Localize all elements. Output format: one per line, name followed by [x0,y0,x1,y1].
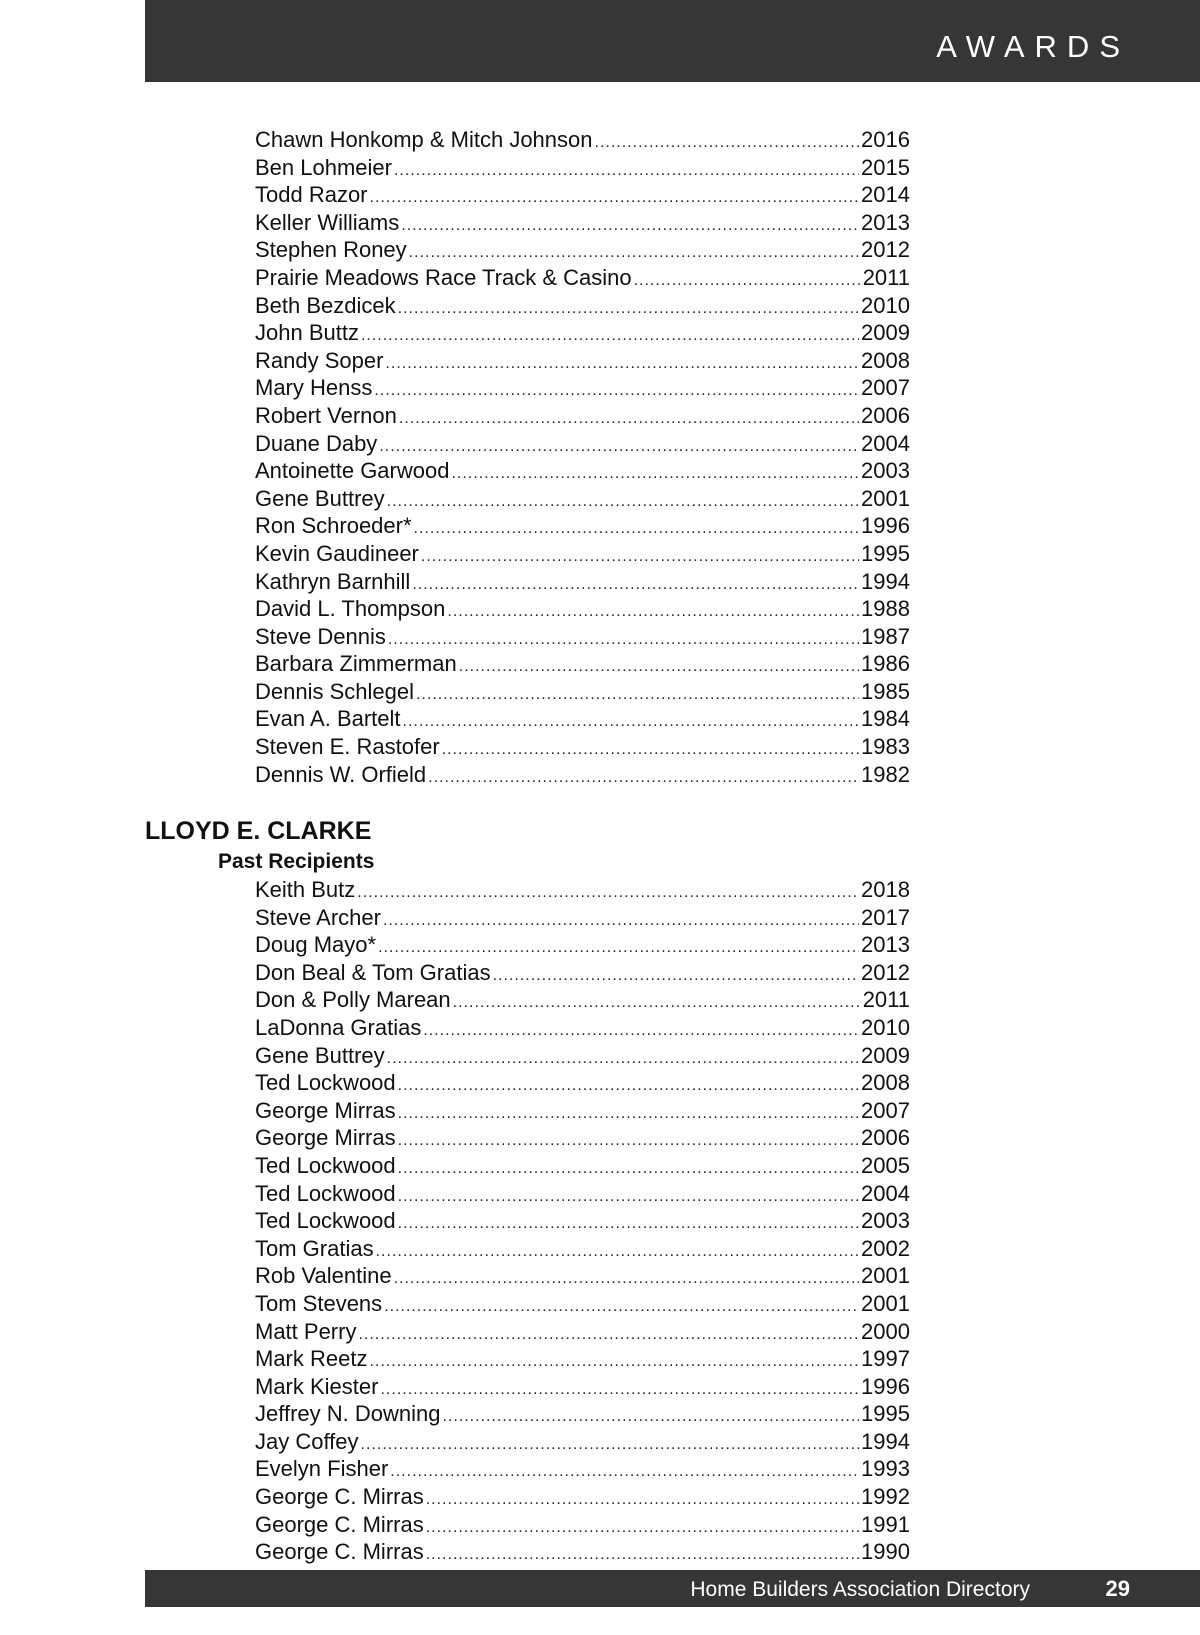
award-year: 2000 [861,1318,910,1344]
award-year: 1982 [861,761,910,787]
dot-leader [383,907,859,935]
list-item [255,154,910,182]
award-year: 2017 [861,904,910,930]
award-year: 2012 [861,959,910,985]
footer-bar [145,1570,1200,1607]
recipient-name: LaDonna Gratias [255,1014,422,1040]
recipient-name: George Mirras [255,1097,396,1123]
dot-leader [398,1155,859,1183]
list-item [255,209,910,237]
award-year: 2009 [861,1042,910,1068]
award-year: 2012 [861,237,910,263]
award-year: 2014 [861,182,910,208]
dot-leader [357,879,859,907]
recipient-name: Barbara Zimmerman [255,651,457,677]
award-year: 1992 [861,1484,910,1510]
section-title: LLOYD E. CLARKE [145,817,372,845]
list-item [255,485,910,513]
list-item [255,1014,910,1042]
dot-leader [453,989,861,1017]
award-list-1 [255,126,910,788]
recipient-name: Ron Schroeder* [255,513,412,539]
recipient-name: Robert Vernon [255,402,397,428]
award-year: 2006 [861,402,910,428]
list-item [255,1124,910,1152]
list-item [255,1511,910,1539]
list-item [255,347,910,375]
award-year: 1997 [861,1346,910,1372]
award-year: 1988 [861,596,910,622]
list-item [255,292,910,320]
dot-leader [398,1127,859,1155]
dot-leader [398,1210,859,1238]
award-year: 1990 [861,1539,910,1565]
list-item [255,986,910,1014]
list-item [255,512,910,540]
dot-leader [414,515,860,543]
award-year: 2001 [861,1290,910,1316]
recipient-name: Kathryn Barnhill [255,568,411,594]
list-item [255,1318,910,1346]
award-year: 1986 [861,651,910,677]
award-year: 2010 [861,292,910,318]
dot-leader [401,212,859,240]
recipient-name: John Buttz [255,320,359,346]
award-year: 2001 [861,485,910,511]
list-item [255,623,910,651]
dot-leader [358,1321,859,1349]
list-item [255,931,910,959]
recipient-name: George C. Mirras [255,1539,424,1565]
recipient-name: Gene Buttrey [255,1042,385,1068]
dot-leader [493,962,859,990]
list-item [255,374,910,402]
recipient-name: Steven E. Rastofer [255,734,440,760]
dot-leader [385,350,859,378]
award-year: 1996 [861,513,910,539]
recipient-name: Doug Mayo* [255,932,377,958]
recipient-name: Todd Razor [255,182,368,208]
award-year: 2016 [861,127,910,152]
list-item [255,876,910,904]
dot-leader [459,653,859,681]
recipient-name: Stephen Roney [255,237,407,263]
list-item [255,1290,910,1318]
dot-leader [423,1017,859,1045]
award-year: 2003 [861,1208,910,1234]
recipient-name: Steve Archer [255,904,381,930]
award-year: 2018 [861,877,910,902]
list-item [255,181,910,209]
dot-leader [361,322,859,350]
recipient-name: David L. Thompson [255,596,446,622]
dot-leader [426,1541,859,1569]
recipient-name: Tom Stevens [255,1290,383,1316]
dot-leader [394,157,859,185]
dot-leader [370,184,860,212]
recipient-name: Rob Valentine [255,1263,392,1289]
dot-leader [398,1183,859,1211]
dot-leader [403,708,860,736]
recipient-name: Ted Lockwood [255,1208,396,1234]
award-year: 2006 [861,1125,910,1151]
page-number: 29 [1105,1576,1130,1601]
recipient-name: Mark Reetz [255,1346,368,1372]
recipient-name: Matt Perry [255,1318,357,1344]
list-item [255,236,910,264]
list-item [255,1483,910,1511]
award-year: 2002 [861,1235,910,1261]
recipient-name: Don Beal & Tom Gratias [255,959,491,985]
dot-leader [398,1072,859,1100]
award-year: 2010 [861,1014,910,1040]
list-item [255,595,910,623]
list-item [255,1345,910,1373]
dot-leader [380,1376,859,1404]
award-year: 2004 [861,430,910,456]
dot-leader [378,934,859,962]
list-item [255,1235,910,1263]
dot-leader [428,764,859,792]
recipient-name: Steve Dennis [255,623,386,649]
recipient-name: George Mirras [255,1125,396,1151]
recipient-name: Keith Butz [255,877,356,902]
dot-leader [442,1403,859,1431]
list-item [255,1152,910,1180]
recipient-name: Randy Soper [255,347,384,373]
recipient-name: Prairie Meadows Race Track & Casino [255,264,632,290]
award-year: 1991 [861,1511,910,1537]
recipient-name: Keller Williams [255,209,400,235]
award-year: 2007 [861,375,910,401]
dot-leader [379,433,859,461]
list-item [255,430,910,458]
list-item [255,650,910,678]
recipient-name: Dennis Schlegel [255,678,414,704]
award-year: 1994 [861,568,910,594]
award-year: 2001 [861,1263,910,1289]
list-item [255,1428,910,1456]
dot-leader [390,1458,859,1486]
recipient-name: Ben Lohmeier [255,154,392,180]
list-item [255,402,910,430]
list-item [255,319,910,347]
award-year: 2008 [861,1070,910,1096]
dot-leader [394,1265,859,1293]
dot-leader [442,736,859,764]
recipient-name: George C. Mirras [255,1484,424,1510]
award-year: 1993 [861,1456,910,1482]
list-item [255,904,910,932]
dot-leader [384,1293,859,1321]
award-year: 1985 [861,678,910,704]
award-year: 2003 [861,458,910,484]
award-year: 2013 [861,932,910,958]
recipient-name: Jeffrey N. Downing [255,1401,441,1427]
recipient-name: Gene Buttrey [255,485,385,511]
dot-leader [595,129,860,157]
award-year: 1984 [861,706,910,732]
award-year: 2004 [861,1180,910,1206]
list-item [255,540,910,568]
dot-leader [361,1431,860,1459]
recipient-name: Duane Daby [255,430,378,456]
header-bar [145,0,1200,82]
list-item [255,1262,910,1290]
dot-leader [421,543,859,571]
award-year: 1996 [861,1373,910,1399]
award-year: 2008 [861,347,910,373]
award-year: 2011 [862,987,910,1013]
dot-leader [374,377,859,405]
award-year: 1995 [861,540,910,566]
recipient-name: George C. Mirras [255,1511,424,1537]
list-item [255,1207,910,1235]
page-section-title: AWARDS [936,29,1130,64]
award-year: 2011 [862,264,910,290]
footer-text: Home Builders Association Directory [690,1578,1030,1601]
award-year: 2015 [861,154,910,180]
award-list-2 [255,876,910,1566]
award-year: 1995 [861,1401,910,1427]
recipient-name: Antoinette Garwood [255,458,450,484]
award-year: 1987 [861,623,910,649]
recipient-name: Jay Coffey [255,1428,359,1454]
recipient-name: Mark Kiester [255,1373,379,1399]
list-item [255,1538,910,1566]
list-item [255,126,910,154]
dot-leader [387,1045,859,1073]
award-year: 2005 [861,1152,910,1178]
award-year: 2009 [861,320,910,346]
recipient-name: Mary Henss [255,375,373,401]
list-item [255,678,910,706]
section-subtitle: Past Recipients [218,850,375,873]
recipient-name: Evelyn Fisher [255,1456,389,1482]
recipient-name: Beth Bezdicek [255,292,396,318]
recipient-name: Tom Gratias [255,1235,374,1261]
dot-leader [634,267,861,295]
list-item [255,959,910,987]
recipient-name: Evan A. Bartelt [255,706,401,732]
list-item [255,1455,910,1483]
dot-leader [369,1348,859,1376]
dot-leader [426,1514,859,1542]
award-year: 2013 [861,209,910,235]
dot-leader [426,1486,859,1514]
list-item [255,264,910,292]
award-year: 1994 [861,1428,910,1454]
dot-leader [451,460,859,488]
recipient-name: Ted Lockwood [255,1070,396,1096]
recipient-name: Ted Lockwood [255,1180,396,1206]
list-item [255,568,910,596]
recipient-name: Dennis W. Orfield [255,761,427,787]
dot-leader [398,295,859,323]
dot-leader [387,488,859,516]
list-item [255,1373,910,1401]
list-item [255,761,910,789]
dot-leader [388,626,859,654]
list-item [255,733,910,761]
list-item [255,1097,910,1125]
list-item [255,1042,910,1070]
list-item [255,1069,910,1097]
dot-leader [447,598,859,626]
dot-leader [416,681,859,709]
list-item [255,1400,910,1428]
award-year: 2007 [861,1097,910,1123]
recipient-name: Don & Polly Marean [255,987,451,1013]
dot-leader [399,405,859,433]
recipient-name: Ted Lockwood [255,1152,396,1178]
dot-leader [409,239,859,267]
dot-leader [412,571,859,599]
recipient-name: Kevin Gaudineer [255,540,419,566]
award-year: 1983 [861,734,910,760]
list-item [255,705,910,733]
list-item [255,1180,910,1208]
dot-leader [398,1100,859,1128]
recipient-name: Chawn Honkomp & Mitch Johnson [255,127,593,152]
list-item [255,457,910,485]
dot-leader [376,1238,859,1266]
